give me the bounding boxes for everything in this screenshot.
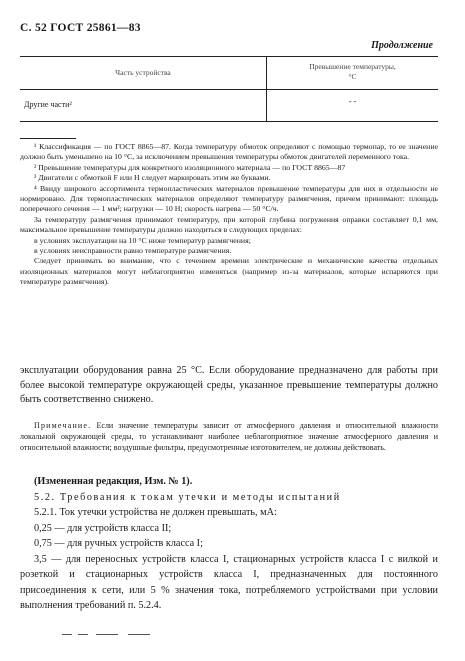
table-cell-part: Другие части² [24,100,72,109]
footnote-4-cont-2: в условиях эксплуатации на 10 °С ниже температур размягчения; [34,235,251,245]
table-header-part: Часть устройства [115,68,171,77]
section-heading: 5.2. Требования к токам утечки и методы испытаний [34,491,341,503]
footnote-2: ² Превышение температуры для конкретного изоляционного материала — по ГОСТ 8865—87 [34,162,346,172]
table-header-temperature-line1: Превышение температуры, [309,62,396,71]
clause-5-2-1: 5.2.1. Ток утечки устройства не должен превышать, мА: [34,507,277,518]
limit-item-handheld-class-1: 0,75 — для ручных устройств класса I; [34,538,203,549]
footnote-4-cont-1: За температуру размягчения принимают температуру, при которой глубина погружения оправки составляет 0,1 мм, максимальное превышение температуры должно находиться в следующих пределах: [20,214,438,235]
amendment-note: (Измененная редакция, Изм. № 1). [34,476,193,487]
footnote-4-cont-4: Следует принимать во внимание, что с течением времени электрические и механические качества отдельных изоляционных материалов могут неблагоприятно изменяться (например из-за материалов, которые испаряются при температуре размягчения). [20,256,438,287]
footnote-3: ³ Двигатели с обмоткой F или Н следует маркировать этим же буквами. [34,173,271,183]
limit-item-portable-class-1: 3,5 — для переносных устройств класса I, стационарных устройств класса I с вилкой и розеткой и стационарных устройств класса I, предназначенных для постоянного присоединения к сети, или 5 % значения тока, потребляемого устройствами при условии выполнения требований п. 5.2.4. [20,553,438,611]
limit-item-class-2: 0,25 — для устройств класса II; [34,522,172,534]
page-header: С. 52 ГОСТ 25861—83 [20,22,141,34]
footnote-4-cont-3: в условиях неисправности равно температуре размягчения. [34,246,232,256]
table-cell-value: - - [348,97,357,106]
footnote-4: ⁴ Ввиду широкого ассортимента термопластических материалов превышение температуры для них в отдельности не нормировано. Для термопластических материалов определяют температуру размягчения, причем принимают: площадь поперечного сечения — 1 мм²; нагрузки — 10 Н; скорость нагрева — 50 °С/ч. [20,183,438,214]
note-label: Примечание. [34,421,92,430]
footnote-separator [20,138,76,139]
footnotes [20,142,438,288]
note-paragraph [20,420,438,454]
table-header-temperature [267,62,438,82]
main-paragraph: эксплуатации оборудования равна 25 °С. Если оборудование предназначено для работы при более высокой температуре окружающей среды, указанное превышение температуры должно быть соответственно снижено. [20,365,438,405]
temperature-table [20,56,438,122]
section-5-2 [20,474,438,614]
main-text [20,364,438,408]
footnote-1: ¹ Классификация — по ГОСТ 8865—87. Когда температуру обмоток определяют с помощью термопар, то ее значение должно быть уменьшено на 10 °С, за исключением превышения температуры обмоток двигателей переменного тока. [20,142,438,162]
table-header-rule [20,89,438,90]
note-block [20,420,438,454]
continued-label: Продолжение [371,40,433,51]
note-text: Если значение температуры зависит от атмосферного давления и относительной влажности локальной окружающей среды, то устанавливают наиболее неблагоприятное значение атмосферного давления и относительной влажности; воздушные фильтры, предусмотренные изготовителем, не должны действовать. [20,421,438,453]
bottom-rule-fragments [62,634,172,635]
table-header-temperature-line2: °С [348,72,357,81]
